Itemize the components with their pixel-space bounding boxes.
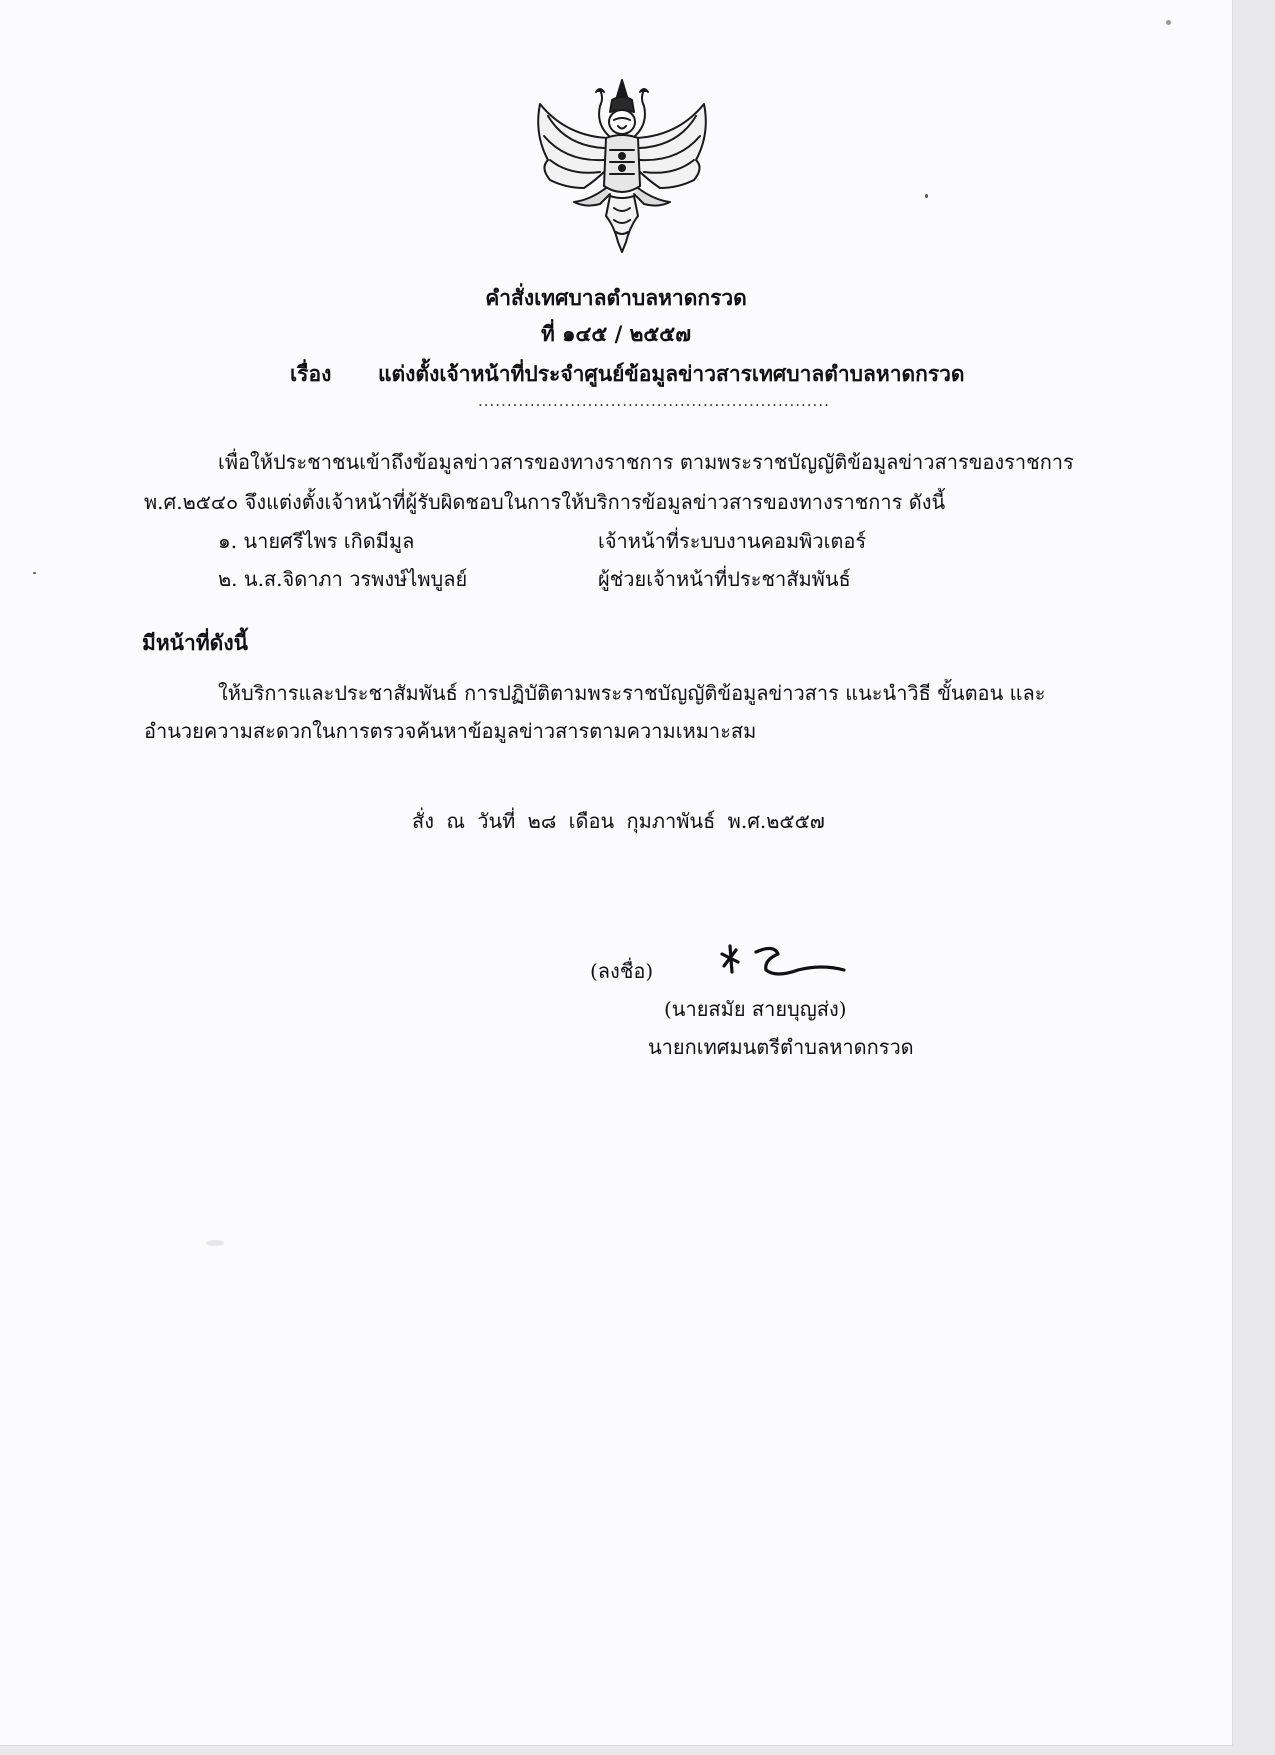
appointee-1-name: ๑. นายศรีไพร เกิดมีมูล [218,529,415,553]
appointee-1-position: เจ้าหน้าที่ระบบงานคอมพิวเตอร์ [598,529,867,553]
handwritten-signature [716,940,851,986]
garuda-emblem [526,76,718,256]
intro-line-2: พ.ศ.๒๕๔๐ จึงแต่งตั้งเจ้าหน้าที่ผู้รับผิดชอบในการให้บริการข้อมูลข่าวสารของทางราชการ ดังนี้ [144,490,946,514]
scan-speck [1166,20,1171,25]
duties-line-2: อำนวยความสะดวกในการตรวจค้นหาข้อมูลข่าวสารตามความเหมาะสม [144,719,757,743]
appointee-2-position: ผู้ช่วยเจ้าหน้าที่ประชาสัมพันธ์ [598,567,851,591]
subject-label: เรื่อง [290,361,332,386]
duties-heading: มีหน้าที่ดังนี้ [142,630,248,655]
signer-position: นายกเทศมนตรีตำบลหาดกรวด [648,1035,914,1059]
intro-line-1: เพื่อให้ประชาชนเข้าถึงข้อมูลข่าวสารของทางราชการ ตามพระราชบัญญัติข้อมูลข่าวสารของราชการ [218,450,1074,474]
subject-text: แต่งตั้งเจ้าหน้าที่ประจำศูนย์ข้อมูลข่าวสารเทศบาลตำบลหาดกรวด [378,361,965,386]
dotted-divider: ............................................................. [478,392,830,410]
signature-label: (ลงชื่อ) [590,959,654,983]
appointee-2-name: ๒. น.ส.จิดาภา วรพงษ์ไพบูลย์ [218,567,468,591]
scan-speck [925,194,928,198]
scan-speck [206,1240,224,1246]
signer-name: (นายสมัย สายบุญส่ง) [664,997,847,1021]
order-number: ที่ ๑๔๕ / ๒๕๕๗ [541,321,691,346]
duties-line-1: ให้บริการและประชาสัมพันธ์ การปฏิบัติตามพระราชบัญญัติข้อมูลข่าวสาร แนะนำวิธี ขั้นตอน และ [218,681,1046,705]
order-date: สั่ง ณ วันที่ ๒๘ เดือน กุมภาพันธ์ พ.ศ.๒๕๕๗ [412,809,825,833]
order-title: คำสั่งเทศบาลตำบลหาดกรวด [485,285,747,310]
scan-speck [33,572,36,574]
